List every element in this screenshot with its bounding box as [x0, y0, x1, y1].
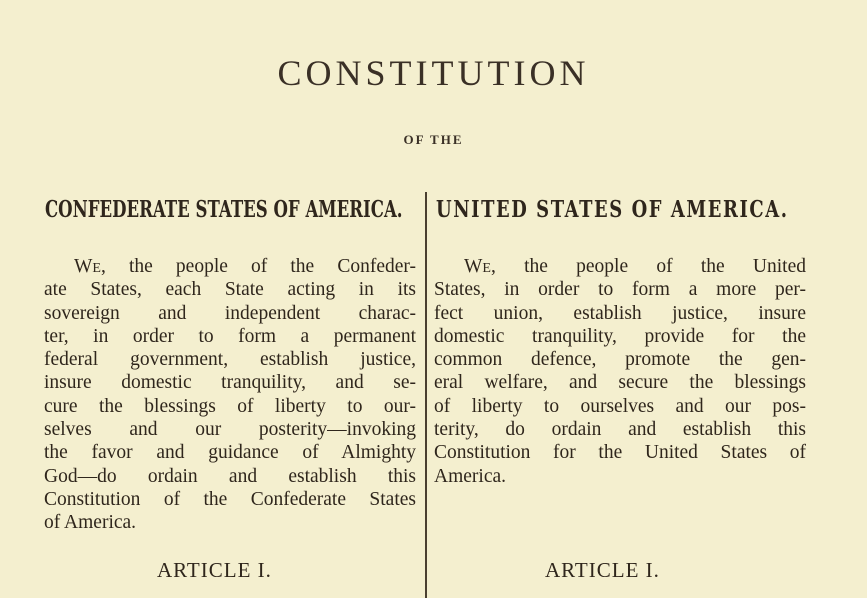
left-article-heading: ARTICLE I.	[157, 558, 272, 582]
preamble-line: the favor and guidance of Almighty	[44, 442, 416, 464]
preamble-line: common defence, promote the gen-	[434, 349, 806, 371]
preamble-line: God—do ordain and establish this	[44, 465, 416, 487]
left-preamble	[44, 255, 416, 535]
preamble-line: federal government, establish justice,	[44, 349, 416, 371]
preamble-line: sovereign and independent charac-	[44, 302, 416, 324]
left-column-heading: CONFEDERATE STATES OF AMERICA.	[45, 196, 403, 223]
preamble-line: insure domestic tranquility, and se-	[44, 372, 416, 394]
page-subtitle: OF THE	[403, 132, 464, 147]
lead-word: We,	[464, 256, 496, 277]
preamble-line: We, the people of the Confeder-	[74, 256, 416, 277]
preamble-line: terity, do ordain and establish this	[434, 419, 806, 441]
preamble-line: ate States, each State acting in its	[44, 279, 416, 301]
right-column-heading: UNITED STATES OF AMERICA.	[436, 196, 789, 223]
preamble-line: America.	[434, 465, 507, 487]
preamble-line: of America.	[44, 512, 137, 534]
preamble-line: domestic tranquility, provide for the	[434, 325, 806, 347]
right-article-heading: ARTICLE I.	[545, 558, 660, 582]
preamble-line: We, the people of the United	[464, 256, 806, 277]
preamble-line: ter, in order to form a permanent	[44, 325, 416, 347]
preamble-line: Constitution for the United States of	[434, 442, 806, 464]
preamble-line: of liberty to ourselves and our pos-	[434, 395, 806, 417]
preamble-line: cure the blessings of liberty to our-	[44, 395, 416, 417]
preamble-line: selves and our posterity—invoking	[44, 419, 416, 441]
preamble-line: States, in order to form a more per-	[434, 279, 806, 301]
preamble-line: eral welfare, and secure the blessings	[434, 372, 806, 394]
preamble-line: Constitution of the Confederate States	[44, 488, 416, 510]
column-divider	[425, 192, 427, 598]
preamble-line: fect union, establish justice, insure	[434, 302, 806, 324]
page-title: CONSTITUTION	[277, 53, 590, 93]
right-preamble	[434, 255, 806, 488]
lead-word: We,	[74, 256, 106, 277]
